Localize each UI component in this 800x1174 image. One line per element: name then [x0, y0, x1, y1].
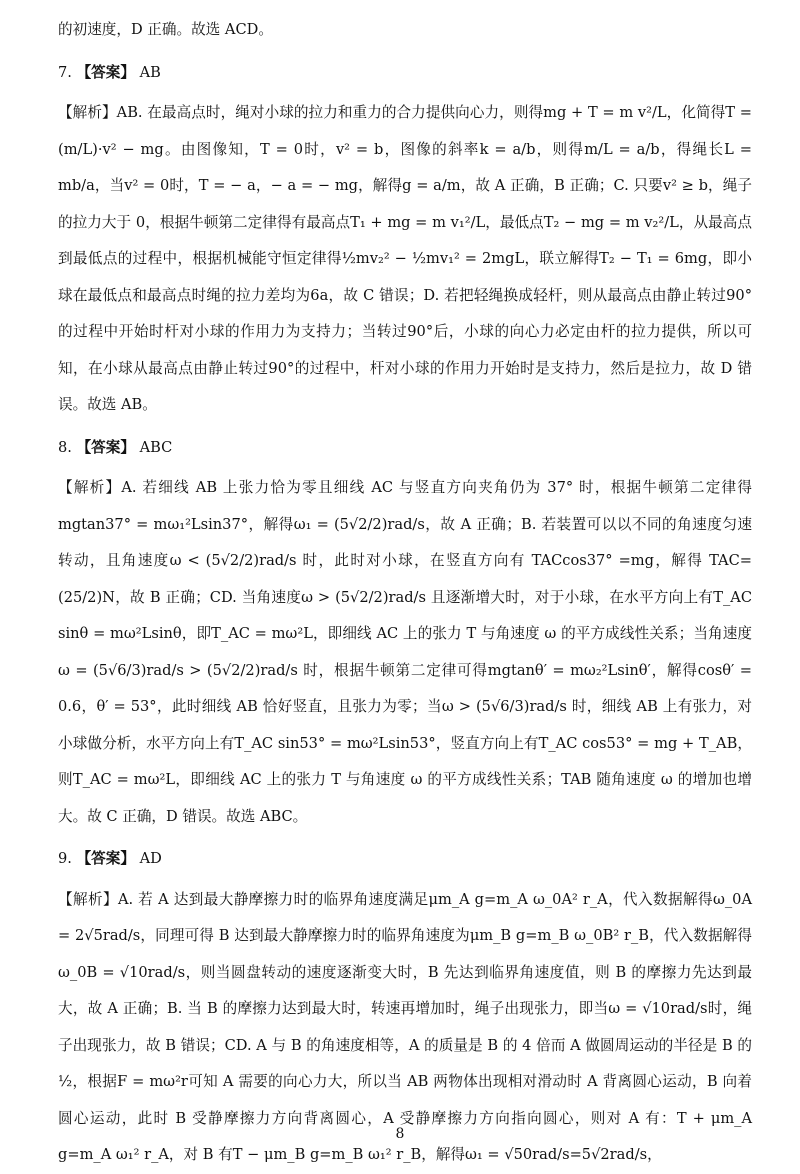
- q9-number: 9.: [58, 850, 72, 867]
- page-number: 8: [395, 1126, 405, 1142]
- q8-analysis-text: A. 若细线 AB 上张力恰为零且细线 AC 与竖直方向夹角仍为 37° 时，根据牛顿第二定律得mgtan37° = mω₁²Lsin37°，解得ω₁ = (5√2/2)rad/s，故 A 正确；B. 若装置可以以不同的角速度匀速转动，且角速度ω < (5√2/2)rad/s 时，此时对小球，在竖直方向有 TACcos37° =mg，解得 TAC=(25/2)N，故 B 正确；CD. 当角速度ω > (5√2/2)rad/s 且逐渐增大时，对于小球，在水平方向上有T_AC sinθ = mω²Lsinθ，即T_AC = mω²L，即细线 AC 上的张力 T 与角速度 ω 的平方成线性关系；当角速度ω = (5√6/3)rad/s > (5√2/2)rad/s 时，根据牛顿第二定律可得mgtanθ′ = mω₂²Lsinθ′，解得cosθ′ = 0.6，θ′ = 53°，此时细线 AB 恰好竖直，且张力为零；当ω > (5√6/3)rad/s 时，细线 AB 上有张力，对小球做分析，水平方向上有T_AC sin53° = mω²Lsin53°，竖直方向上有T_AC cos53° = mg + T_AB，则T_AC = mω²L，即细线 AC 上的张力 T 与角速度 ω 的平方成线性关系；TAB 随角速度 ω 的增加也增大。故 C 正确，D 错误。故选 ABC。: [58, 479, 752, 825]
- q9-answer-line: [58, 841, 752, 878]
- q8-number: 8.: [58, 438, 72, 456]
- q8-answer-line: [58, 430, 752, 467]
- q9-analysis-label: 【解析】: [58, 890, 118, 908]
- q9-answer-label: 【答案】: [76, 850, 135, 867]
- q7-analysis-label: 【解析】: [58, 104, 117, 121]
- previous-continuation: 的初速度，D 正确。故选 ACD。: [58, 21, 273, 38]
- q7-answer-line: [58, 55, 752, 92]
- q8-analysis: [58, 470, 752, 835]
- q7-analysis: [58, 95, 752, 424]
- q7-number: 7.: [58, 63, 72, 81]
- q9-analysis-text: A. 若 A 达到最大静摩擦力时的临界角速度满足μm_A g=m_A ω_0A² r_A，代入数据解得ω_0A = 2√5rad/s，同理可得 B 达到最大静摩擦力时的临界角速度为μm_B g=m_B ω_0B² r_B，代入数据解得ω_0B = √10rad/s，则当圆盘转动的速度逐渐变大时，B 先达到临界角速度值，则 B 的摩擦力先达到最大，故 A 正确；B. 当 B 的摩擦力达到最大时，转速再增加时，绳子出现张力，即当ω = √10rad/s时，绳子出现张力，故 B 错误；CD. A 与 B 的角速度相等，A 的质量是 B 的 4 倍而 A 做圆周运动的半径是 B 的½，根据F = mω²r可知 A 需要的向心力大，所以当 AB 两物体出现相对滑动时 A 背离圆心运动，B 向着圆心运动，此时 B 受静摩擦力方向背离圆心，A 受静摩擦力方向指向圆心，则对 A 有：T + μm_A g=m_A ω₁² r_A，对 B 有T − μm_B g=m_B ω₁² r_B，解得ω₁ = √50rad/s=5√2rad/s，: [58, 890, 752, 1163]
- q8-answer-label: 【答案】: [76, 438, 135, 456]
- q8-answer: ABC: [139, 438, 173, 456]
- q9-answer: AD: [139, 850, 162, 867]
- q7-analysis-text: AB. 在最高点时，绳对小球的拉力和重力的合力提供向心力，则得mg + T = m v²/L，化简得T = (m/L)·v² − mg。由图像知，T = 0时，v² = b，图像的斜率k = a/b，则得m/L = a/b，得绳长L = mb/a，当v² = 0时，T = − a，− a = − mg，解得g = a/m，故 A 正确，B 正确；C. 只要v² ≥ b，绳子的拉力大于 0，根据牛顿第二定律得有最高点T₁ + mg = m v₁²/L，最低点T₂ − mg = m v₂²/L，从最高点到最低点的过程中，根据机械能守恒定律得½mv₂² − ½mv₁² = 2mgL，联立解得T₂ − T₁ = 6mg，即小球在最低点和最高点时绳的拉力差均为6a，故 C 错误；D. 若把轻绳换成轻杆，则从最高点由静止转过90°的过程中开始时杆对小球的作用力为支持力；当转过90°后，小球的向心力必定由杆的拉力提供，所以可知，在小球从最高点由静止转过90°的过程中，杆对小球的作用力开始时是支持力，然后是拉力，故 D 错误。故选 AB。: [58, 104, 752, 413]
- q8-analysis-label: 【解析】: [58, 479, 122, 496]
- q7-answer: AB: [139, 63, 161, 81]
- q7-answer-label: 【答案】: [76, 63, 135, 81]
